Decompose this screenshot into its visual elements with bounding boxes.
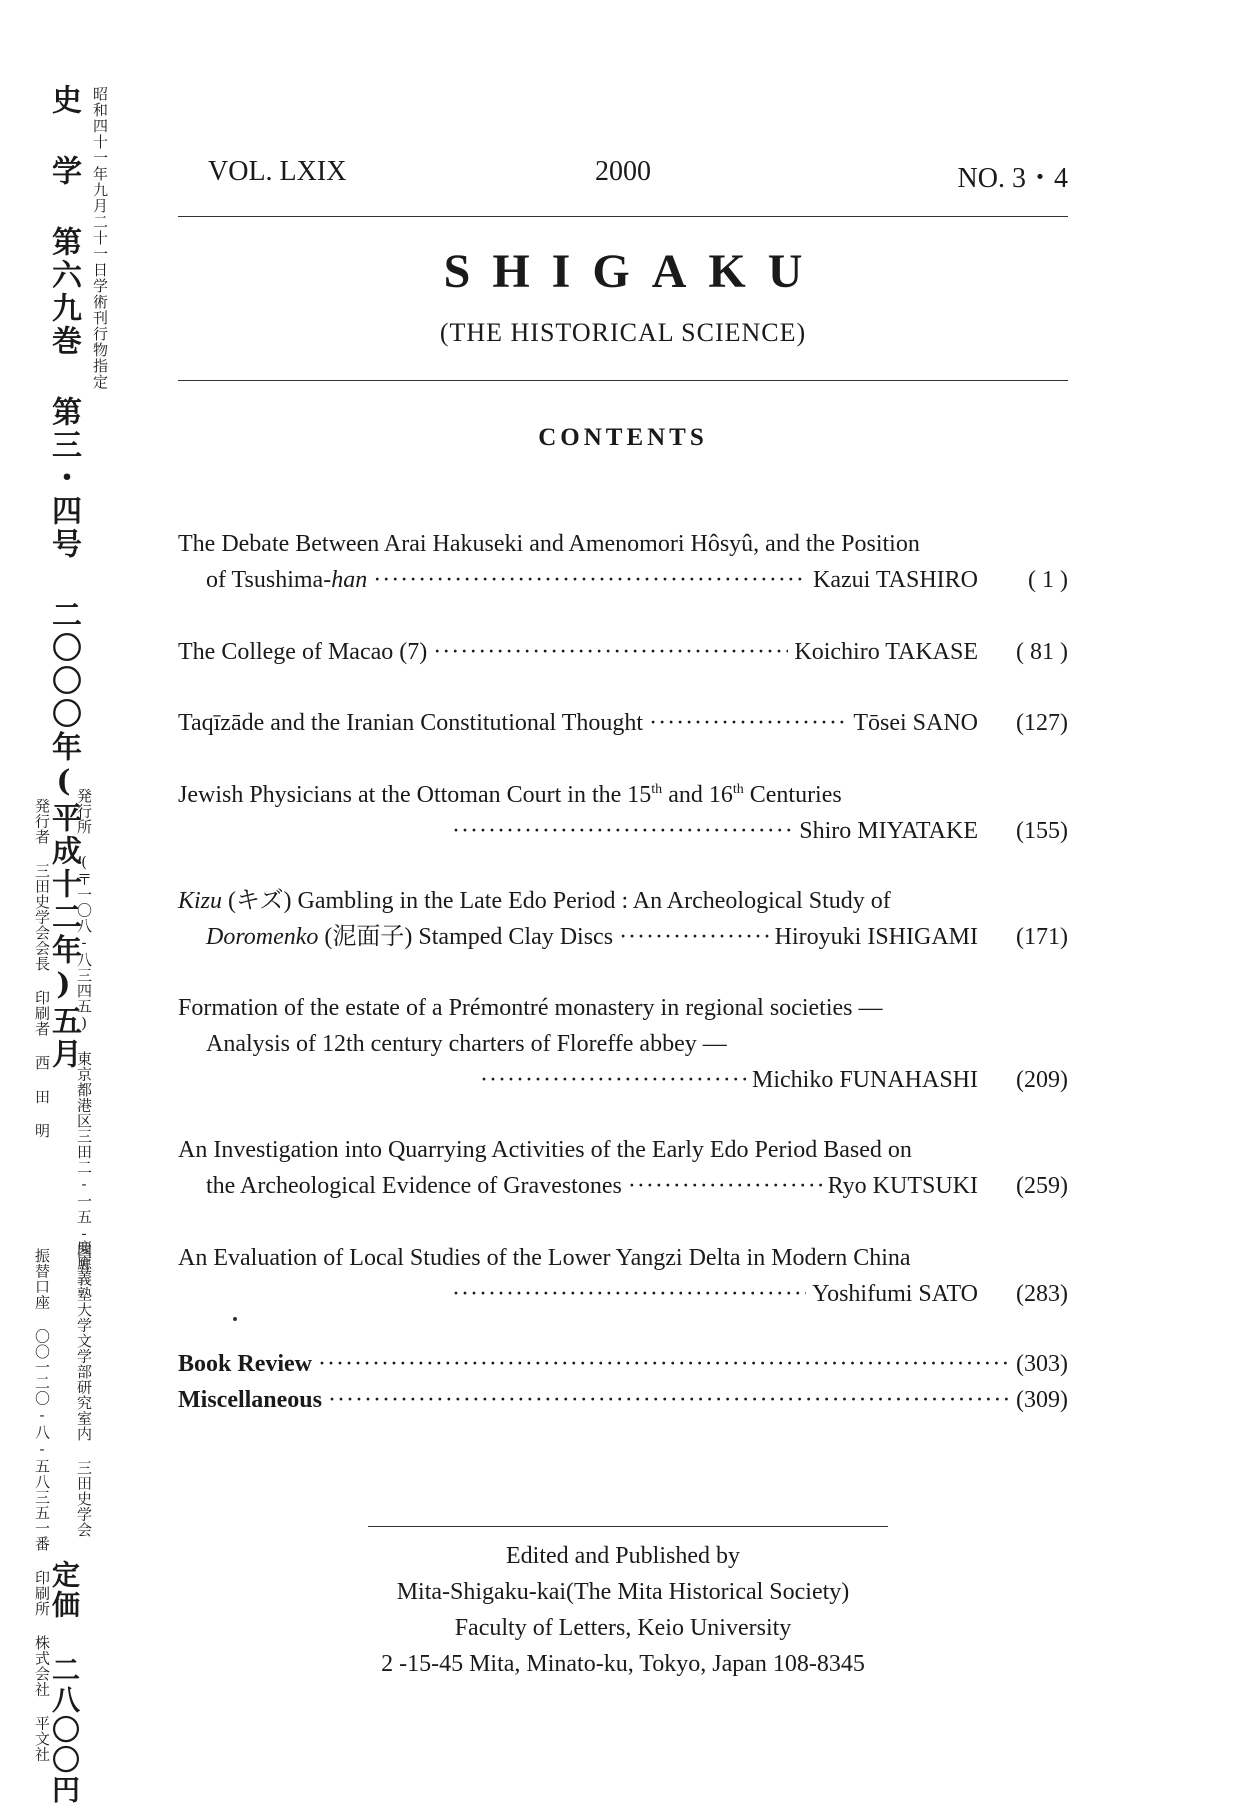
toc-entry-title-cont: of Tsushima-han xyxy=(206,567,368,593)
toc-entry-page: ( 1 ) xyxy=(1028,567,1068,593)
toc-entry xyxy=(178,705,1068,741)
toc-entry-author: Tōsei SANO xyxy=(853,710,978,736)
dot-leader xyxy=(452,1276,806,1312)
toc-entry-author-line xyxy=(178,1168,1068,1204)
dot-leader xyxy=(628,1168,822,1204)
book-review-line xyxy=(178,1346,1068,1382)
dot-leader xyxy=(619,919,769,955)
toc-entry-title: Formation of the estate of a Prémontré monastery in regional societies — xyxy=(178,995,883,1021)
toc-entry xyxy=(178,990,1068,1098)
toc-entry xyxy=(178,1240,1068,1312)
toc-entry-author-line xyxy=(178,1276,1068,1312)
toc-entry xyxy=(178,1132,1068,1204)
colophon-society-line: Mita-Shigaku-kai(The Mita Historical Society) xyxy=(396,1579,850,1605)
toc-entry-author: Ryo KUTSUKI xyxy=(827,1173,978,1199)
toc-entry-author: Kazui TASHIRO xyxy=(813,567,978,593)
spine-printer-address: 慶應義塾大学文学部研究室内 三田史学会 xyxy=(75,1240,93,1538)
toc-entry xyxy=(178,883,1068,955)
toc-entry-author: Hiroyuki ISHIGAMI xyxy=(774,924,978,950)
spine-publisher-info: 発行者 三田史学会会長 印刷者 西 田 明 xyxy=(33,798,51,1139)
dot-leader xyxy=(433,634,788,670)
toc-entry-author: Shiro MIYATAKE xyxy=(799,818,978,844)
toc-entry-title-line xyxy=(178,883,1068,919)
spine-printer-info: 振替口座 〇〇一二〇-八-五八三五一番 印刷所 株式会社 平文社 xyxy=(33,1248,51,1762)
toc-entry-title: Taqīzāde and the Iranian Constitutional Thought xyxy=(178,710,644,736)
toc-entry-page: (127) xyxy=(1016,710,1068,736)
book-review-label: Book Review xyxy=(178,1351,312,1377)
toc-entry-page: (209) xyxy=(1016,1067,1068,1093)
stray-mark xyxy=(233,1317,237,1321)
toc-entry-title-cont: Analysis of 12th century charters of Floreffe abbey — xyxy=(206,1031,727,1057)
dot-leader xyxy=(649,705,847,741)
dot-leader xyxy=(452,813,793,849)
toc-entry-title: The Debate Between Arai Hakuseki and Amenomori Hôsyû, and the Position xyxy=(178,531,920,557)
toc-entry-page: ( 81 ) xyxy=(1016,639,1068,665)
volume-label: VOL. LXIX xyxy=(208,156,347,187)
toc-entry-author: Koichiro TAKASE xyxy=(794,639,978,665)
toc-entry-title-line xyxy=(178,1240,1068,1276)
toc-entry xyxy=(178,777,1068,849)
toc-entry-page: (259) xyxy=(1016,1173,1068,1199)
book-review-page: (303) xyxy=(1016,1351,1068,1377)
journal-subtitle: (THE HISTORICAL SCIENCE) xyxy=(439,318,807,347)
miscellaneous-label: Miscellaneous xyxy=(178,1387,322,1413)
issue-header xyxy=(178,156,1068,192)
toc-entry-author-line xyxy=(178,919,1068,955)
top-rule xyxy=(178,216,1068,217)
toc-entry-author: Yoshifumi SATO xyxy=(812,1281,978,1307)
toc-entry-title-line xyxy=(178,526,1068,562)
toc-entry-title: Kizu (キズ) Gambling in the Late Edo Period : An Archeological Study of xyxy=(178,888,891,914)
toc-entry-title-cont: the Archeological Evidence of Gravestones xyxy=(206,1173,622,1199)
toc-entry-page: (155) xyxy=(1016,818,1068,844)
dot-leader xyxy=(373,562,807,598)
toc-entry-title-line xyxy=(178,777,1068,813)
toc-back-matter xyxy=(178,1346,1068,1418)
toc-entry-title: The College of Macao (7) xyxy=(178,639,428,665)
colophon-editor-line: Edited and Published by xyxy=(506,1543,740,1569)
colophon-address-line: 2 -15-45 Mita, Minato-ku, Tokyo, Japan 108-8345 xyxy=(381,1651,865,1677)
spine-price: 定価 二八〇〇円 xyxy=(48,1560,81,1805)
toc-entry-title-line xyxy=(178,1132,1068,1168)
toc-entry-title-cont: Doromenko (泥面子) Stamped Clay Discs xyxy=(206,924,614,950)
dot-leader xyxy=(480,1062,746,1098)
dot-leader xyxy=(328,1382,1010,1418)
spine-title: 史 学 第六九巻 第三・四号 二〇〇〇年(平成十二年)五月 xyxy=(46,84,81,1071)
dot-leader xyxy=(318,1346,1010,1382)
toc-entry-title-line xyxy=(178,1026,1068,1062)
toc-entry-title-line xyxy=(178,990,1068,1026)
toc-entry-title: Jewish Physicians at the Ottoman Court in the 15th and 16th Centuries xyxy=(178,782,842,808)
colophon-faculty-line: Faculty of Letters, Keio University xyxy=(454,1615,792,1641)
toc-entry xyxy=(178,634,1068,670)
toc-entry-title: An Investigation into Quarrying Activities of the Early Edo Period Based on xyxy=(178,1137,912,1163)
colophon-rule xyxy=(368,1526,888,1527)
toc-entry-author-line xyxy=(178,634,1068,670)
middle-rule xyxy=(178,380,1068,381)
toc-entry xyxy=(178,526,1068,598)
toc-entry-author-line xyxy=(178,1062,1068,1098)
year-label: 2000 xyxy=(595,156,651,187)
toc-entry-author-line xyxy=(178,813,1068,849)
issue-number-label: NO. 3・4 xyxy=(957,163,1068,194)
toc-entry-author-line xyxy=(178,562,1068,598)
journal-title: SHIGAKU xyxy=(443,245,825,298)
toc-entry-author: Michiko FUNAHASHI xyxy=(751,1067,978,1093)
contents-heading: CONTENTS xyxy=(538,424,708,451)
miscellaneous-page: (309) xyxy=(1016,1387,1068,1413)
spine-publisher-address: 発行所 (〒一〇八-八三四五) 東京都港区三田二-一五-四五 xyxy=(75,788,93,1274)
toc-entry-title: An Evaluation of Local Studies of the Lower Yangzi Delta in Modern China xyxy=(178,1245,911,1271)
toc-entry-author-line xyxy=(178,705,1068,741)
toc-entry-page: (171) xyxy=(1016,924,1068,950)
miscellaneous-line xyxy=(178,1382,1068,1418)
toc-entry-page: (283) xyxy=(1016,1281,1068,1307)
spine-permit-note: 昭和四十一年九月二十一日学術刊行物指定 xyxy=(91,86,109,390)
